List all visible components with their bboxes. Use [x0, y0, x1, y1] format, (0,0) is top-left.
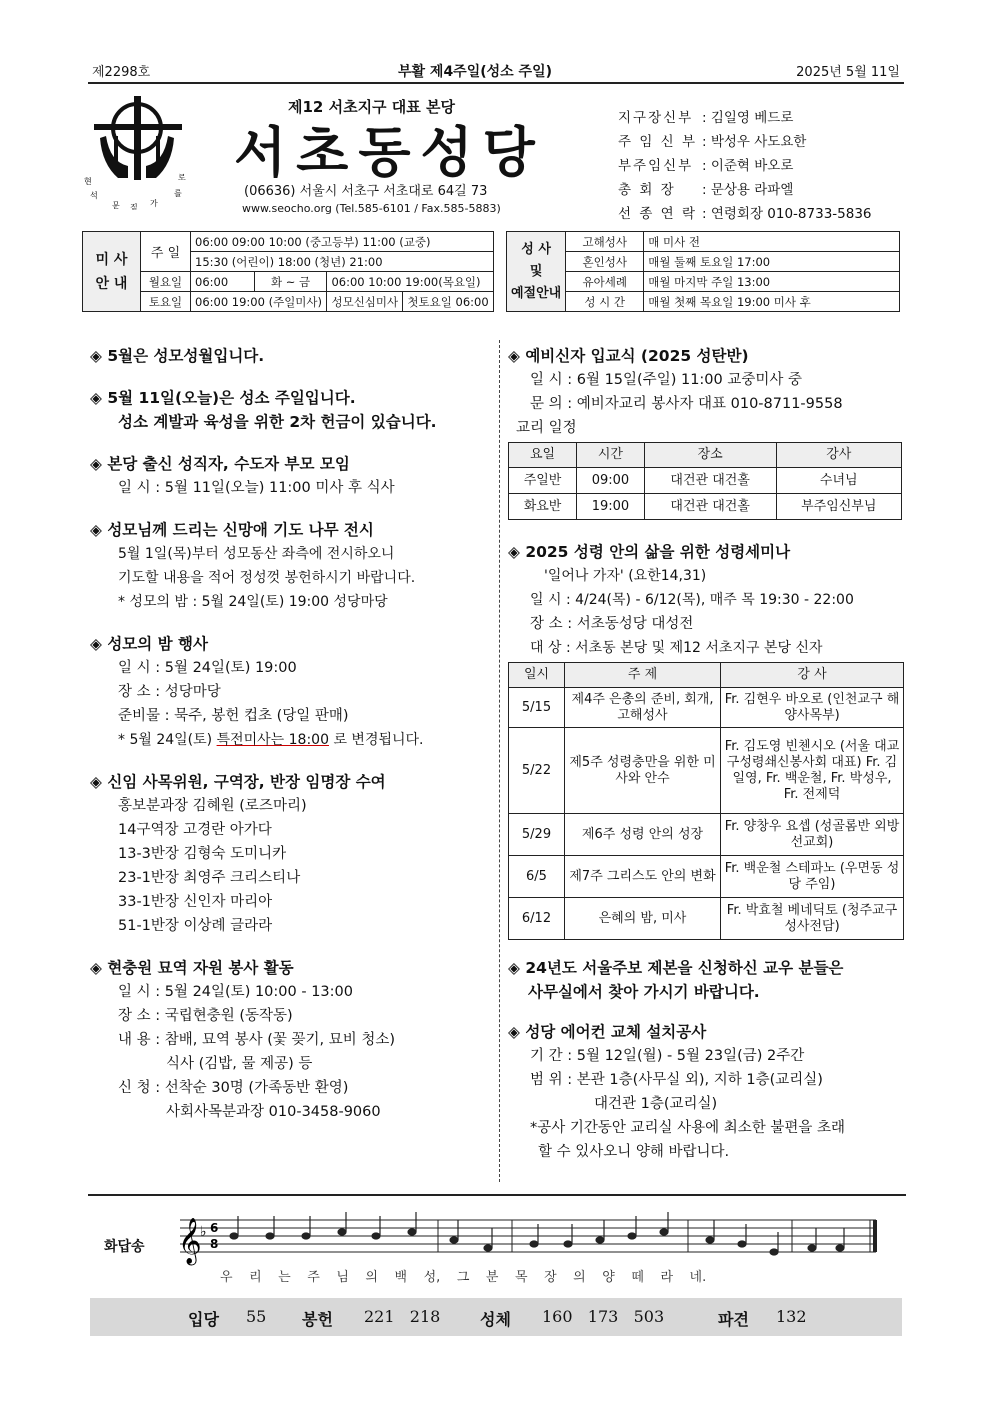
table-row: 화요반 19:00 대건관 대건홀 부주임신부님 [509, 494, 902, 520]
logo-char: 로 [178, 173, 186, 182]
notice-text: 범 위 : 본관 1층(사무실 외), 지하 1층(교리실) [530, 1072, 823, 1088]
table-row: 6/12 은혜의 밤, 미사 Fr. 박효철 베네딕토 (청주교구 성사전담) [509, 898, 904, 940]
entrance-label: 입당 [188, 1310, 219, 1329]
left-column [90, 344, 490, 1124]
notice-text: 성소 계발과 육성을 위한 2차 헌금이 있습니다. [118, 413, 437, 431]
logo-char: 문 [112, 201, 120, 210]
notice-text: 식사 (김밥, 물 제공) 등 [166, 1056, 313, 1072]
issue-number: 제2298호 [92, 65, 151, 80]
church-web[interactable]: www.seocho.org (Tel.585-6101 / Fax.585-5883) [242, 202, 501, 215]
notice-text: 준비물 : 묵주, 봉헌 컵초 (당일 판매) [118, 708, 349, 724]
notice-text: 사회사목분과장 010-3458-9060 [166, 1104, 381, 1120]
notice-text: 일 시 : 5월 11일(오늘) 11:00 미사 후 식사 [118, 480, 395, 496]
issue-date: 2025년 5월 11일 [796, 65, 900, 80]
music-staff [172, 1210, 892, 1266]
offertory-numbers: 221 218 [364, 1307, 441, 1326]
notice-text: 51-1반장 이상례 글라라 [118, 918, 273, 934]
table-row: 6/5 제7주 그리스도 안의 변화 Fr. 백운철 스테파노 (우면동 성당 주임) [509, 856, 904, 898]
notice-heading: ◈ 성당 에어컨 교체 설치공사 [508, 1020, 904, 1044]
table-row: 5/29 제6주 성령 안의 성장 Fr. 양창우 요셉 (성골롬반 외방선교회) [509, 814, 904, 856]
class-schedule-table: 요일 시간 장소 강사 주일반 09:00 대건관 대건홀 수녀님 화요반 19:00 대건관 대건홀 부주임신부님 [508, 442, 902, 520]
logo-char: 가 [150, 199, 158, 208]
notice-text: 일 시 : 4/24(목) - 6/12(목), 매주 목 19:30 - 22:00 [530, 592, 854, 608]
church-name: 서초동성당 [234, 120, 545, 184]
notice-text: 33-1반장 신인자 마리아 [118, 894, 273, 910]
time-signature-bottom: 8 [210, 1237, 219, 1251]
notice-text: 홍보분과장 김혜원 (로즈마리) [118, 798, 307, 814]
offertory-label: 봉헌 [302, 1310, 333, 1329]
notice-text: 일 시 : 6월 15일(주일) 11:00 교중미사 중 [530, 372, 803, 388]
table-row: 5/15 제4주 은총의 준비, 회개, 고해성사 Fr. 김현우 바오로 (인천교구 해양사목부) [509, 688, 904, 728]
table-row: 주일반 09:00 대건관 대건홀 수녀님 [509, 468, 902, 494]
logo-char: 석 [90, 191, 98, 200]
notice-text: 일 시 : 5월 24일(토) 10:00 - 13:00 [118, 984, 353, 1000]
notice-text: 장 소 : 서초동성당 대성전 [530, 616, 694, 632]
notice-heading: ◈ 신임 사목위원, 구역장, 반장 임명장 수여 [90, 770, 490, 794]
recessional-numbers: 132 [776, 1307, 807, 1326]
notice-text: 사무실에서 찾아 가시기 바랍니다. [528, 983, 760, 1001]
hymn-lyrics: 우 리 는 주 님 의 백 성, 그 분 목 장 의 양 떼 라 네. [220, 1270, 707, 1285]
logo-char: 를 [174, 189, 182, 198]
notice-text: 5월 1일(목)부터 성모동산 좌측에 전시하오니 [118, 546, 395, 562]
notice-text: 할 수 있사오니 양해 바랍니다. [538, 1144, 730, 1160]
staff-row: 주 임 신 부 : 박성우 사도요한 [618, 134, 807, 150]
notice-text: 13-3반장 김형숙 도미니카 [118, 846, 287, 862]
notice-text: * 5월 24일(토) 특전미사는 18:00 로 변경됩니다. [118, 732, 424, 748]
notice-heading: ◈ 성모님께 드리는 신망애 기도 나무 전시 [90, 518, 490, 542]
notice-text: 일 시 : 5월 24일(토) 19:00 [118, 660, 297, 676]
church-logo [84, 92, 196, 210]
notice-text: *공사 기간동안 교리실 사용에 최소한 불편을 초래 [530, 1120, 846, 1136]
notice-heading: ◈ 5월은 성모성월입니다. [90, 344, 490, 368]
church-address: (06636) 서울시 서초구 서초대로 64길 73 [244, 184, 488, 199]
treble-clef-icon: 𝄞 [178, 1218, 202, 1264]
notice-heading: ◈ 24년도 서울주보 제본을 신청하신 교우 분들은 [508, 956, 904, 980]
recessional-label: 파견 [718, 1310, 749, 1329]
seminar-table: 일시 주 제 강 사 5/15 제4주 은총의 준비, 회개, 고해성사 Fr. 김현우 바오로 (인천교구 해양사목부) 5/22 제5주 성령충만을 위한 미사와 안수 Fr. 김도영 빈첸시오 (서울 대교구성령쇄신봉사회 대표) Fr. 김일영, Fr. 백운철, Fr. 박성우, Fr. 전제덕 5/29 제6주 성령 안의 성장 Fr. 양창우 요셉 (성골롬반 외방선교회) 6/5 제7주 그리스도 안의 변화 Fr. 백운철 스테파노 (우면동 성당 주임) 6/12 은혜의 밤, 미사 Fr. 박효철 베네딕토 (청주교구 성사전담) [508, 662, 904, 940]
masthead-line [88, 58, 904, 84]
notice-text: 14구역장 고경란 아가다 [118, 822, 272, 838]
notice-text: 장 소 : 성당마당 [118, 684, 221, 700]
communion-numbers: 160 173 503 [542, 1307, 665, 1326]
notice-heading: ◈ 5월 11일(오늘)은 성소 주일입니다. [90, 386, 490, 410]
mass-schedule-table: 미 사 안 내 주 일 06:00 09:00 10:00 (중고등부) 11:00 (교중) 15:30 (어린이) 18:00 (청년) 21:00 월요일 06:00 화 ~ 금 06:00 10:00 19:00(목요일) 토요일 06:00 19:00 (주일미사) 성모신심미사 첫토요일 06:00 [82, 231, 494, 312]
hymn-numbers-bar [90, 1298, 902, 1336]
notice-heading: ◈ 현충원 묘역 자원 봉사 활동 [90, 956, 490, 980]
notice-heading: ◈ 2025 성령 안의 삶을 위한 성령세미나 [508, 540, 904, 564]
notice-text: 문 의 : 예비자교리 봉사자 대표 010-8711-9558 [530, 396, 843, 412]
notice-text: 대 상 : 서초동 본당 및 제12 서초지구 본당 신자 [530, 640, 823, 656]
sacrament-table: 성 사 및 예절안내 고해성사 매 미사 전 혼인성사 매월 둘째 토요일 17:00 유아세례 매월 마지막 주일 13:00 성 시 간 매월 첫째 목요일 19:00 미사 후 [506, 231, 900, 312]
notice-text: 장 소 : 국립현충원 (동작동) [118, 1008, 293, 1024]
staff-row: 총 회 장 : 문상용 라파엘 [618, 182, 794, 198]
logo-char: 짙 [130, 203, 138, 210]
notice-heading: ◈ 성모의 밤 행사 [90, 632, 490, 656]
column-divider [499, 340, 500, 1182]
notice-text: 기도할 내용을 적어 정성껏 봉헌하시기 바랍니다. [118, 570, 416, 586]
right-column [508, 344, 904, 1164]
notice-text: 대건관 1층(교리실) [594, 1096, 718, 1112]
notice-text: 기 간 : 5월 12일(월) - 5월 23일(금) 2주간 [530, 1048, 805, 1064]
staff-row: 지구장신부 : 김일영 베드로 [618, 110, 794, 126]
time-signature-top: 6 [210, 1221, 219, 1235]
logo-char: 현 [84, 177, 92, 186]
church-subtitle: 제12 서초지구 대표 본당 [288, 98, 455, 116]
liturgical-week: 부활 제4주일(성소 주일) [398, 64, 553, 80]
table-row: 5/22 제5주 성령충만을 위한 미사와 안수 Fr. 김도영 빈첸시오 (서울 대교구성령쇄신봉사회 대표) Fr. 김일영, Fr. 백운철, Fr. 박성우, Fr. 전제덕 [509, 728, 904, 814]
staff-row: 선 종 연 락 : 연령회장 010-8733-5836 [618, 206, 872, 222]
notice-text: 23-1반장 최영주 크리스티나 [118, 870, 301, 886]
notice-heading: ◈ 본당 출신 성직자, 수도자 부모 모임 [90, 452, 490, 476]
notice-text: 교리 일정 [516, 420, 577, 436]
communion-label: 성체 [480, 1310, 511, 1329]
notice-text: * 성모의 밤 : 5월 24일(토) 19:00 성당마당 [118, 594, 388, 610]
section-divider [88, 1194, 906, 1196]
notes [230, 1212, 844, 1255]
flat-icon: ♭ [200, 1224, 207, 1240]
notice-text: 신 청 : 선착순 30명 (가족동반 환영) [118, 1080, 349, 1096]
notice-heading: ◈ 예비신자 입교식 (2025 성탄반) [508, 344, 904, 368]
staff-list [618, 106, 872, 226]
entrance-numbers: 55 [246, 1307, 267, 1326]
notice-text: 내 용 : 참배, 묘역 봉사 (꽃 꽂기, 묘비 청소) [118, 1032, 396, 1048]
notice-text: '일어나 가자' (요한14,31) [544, 568, 707, 584]
staff-row: 부주임신부 : 이준혁 바오로 [618, 158, 794, 174]
responsorial-psalm-label: 화답송 [104, 1239, 145, 1255]
